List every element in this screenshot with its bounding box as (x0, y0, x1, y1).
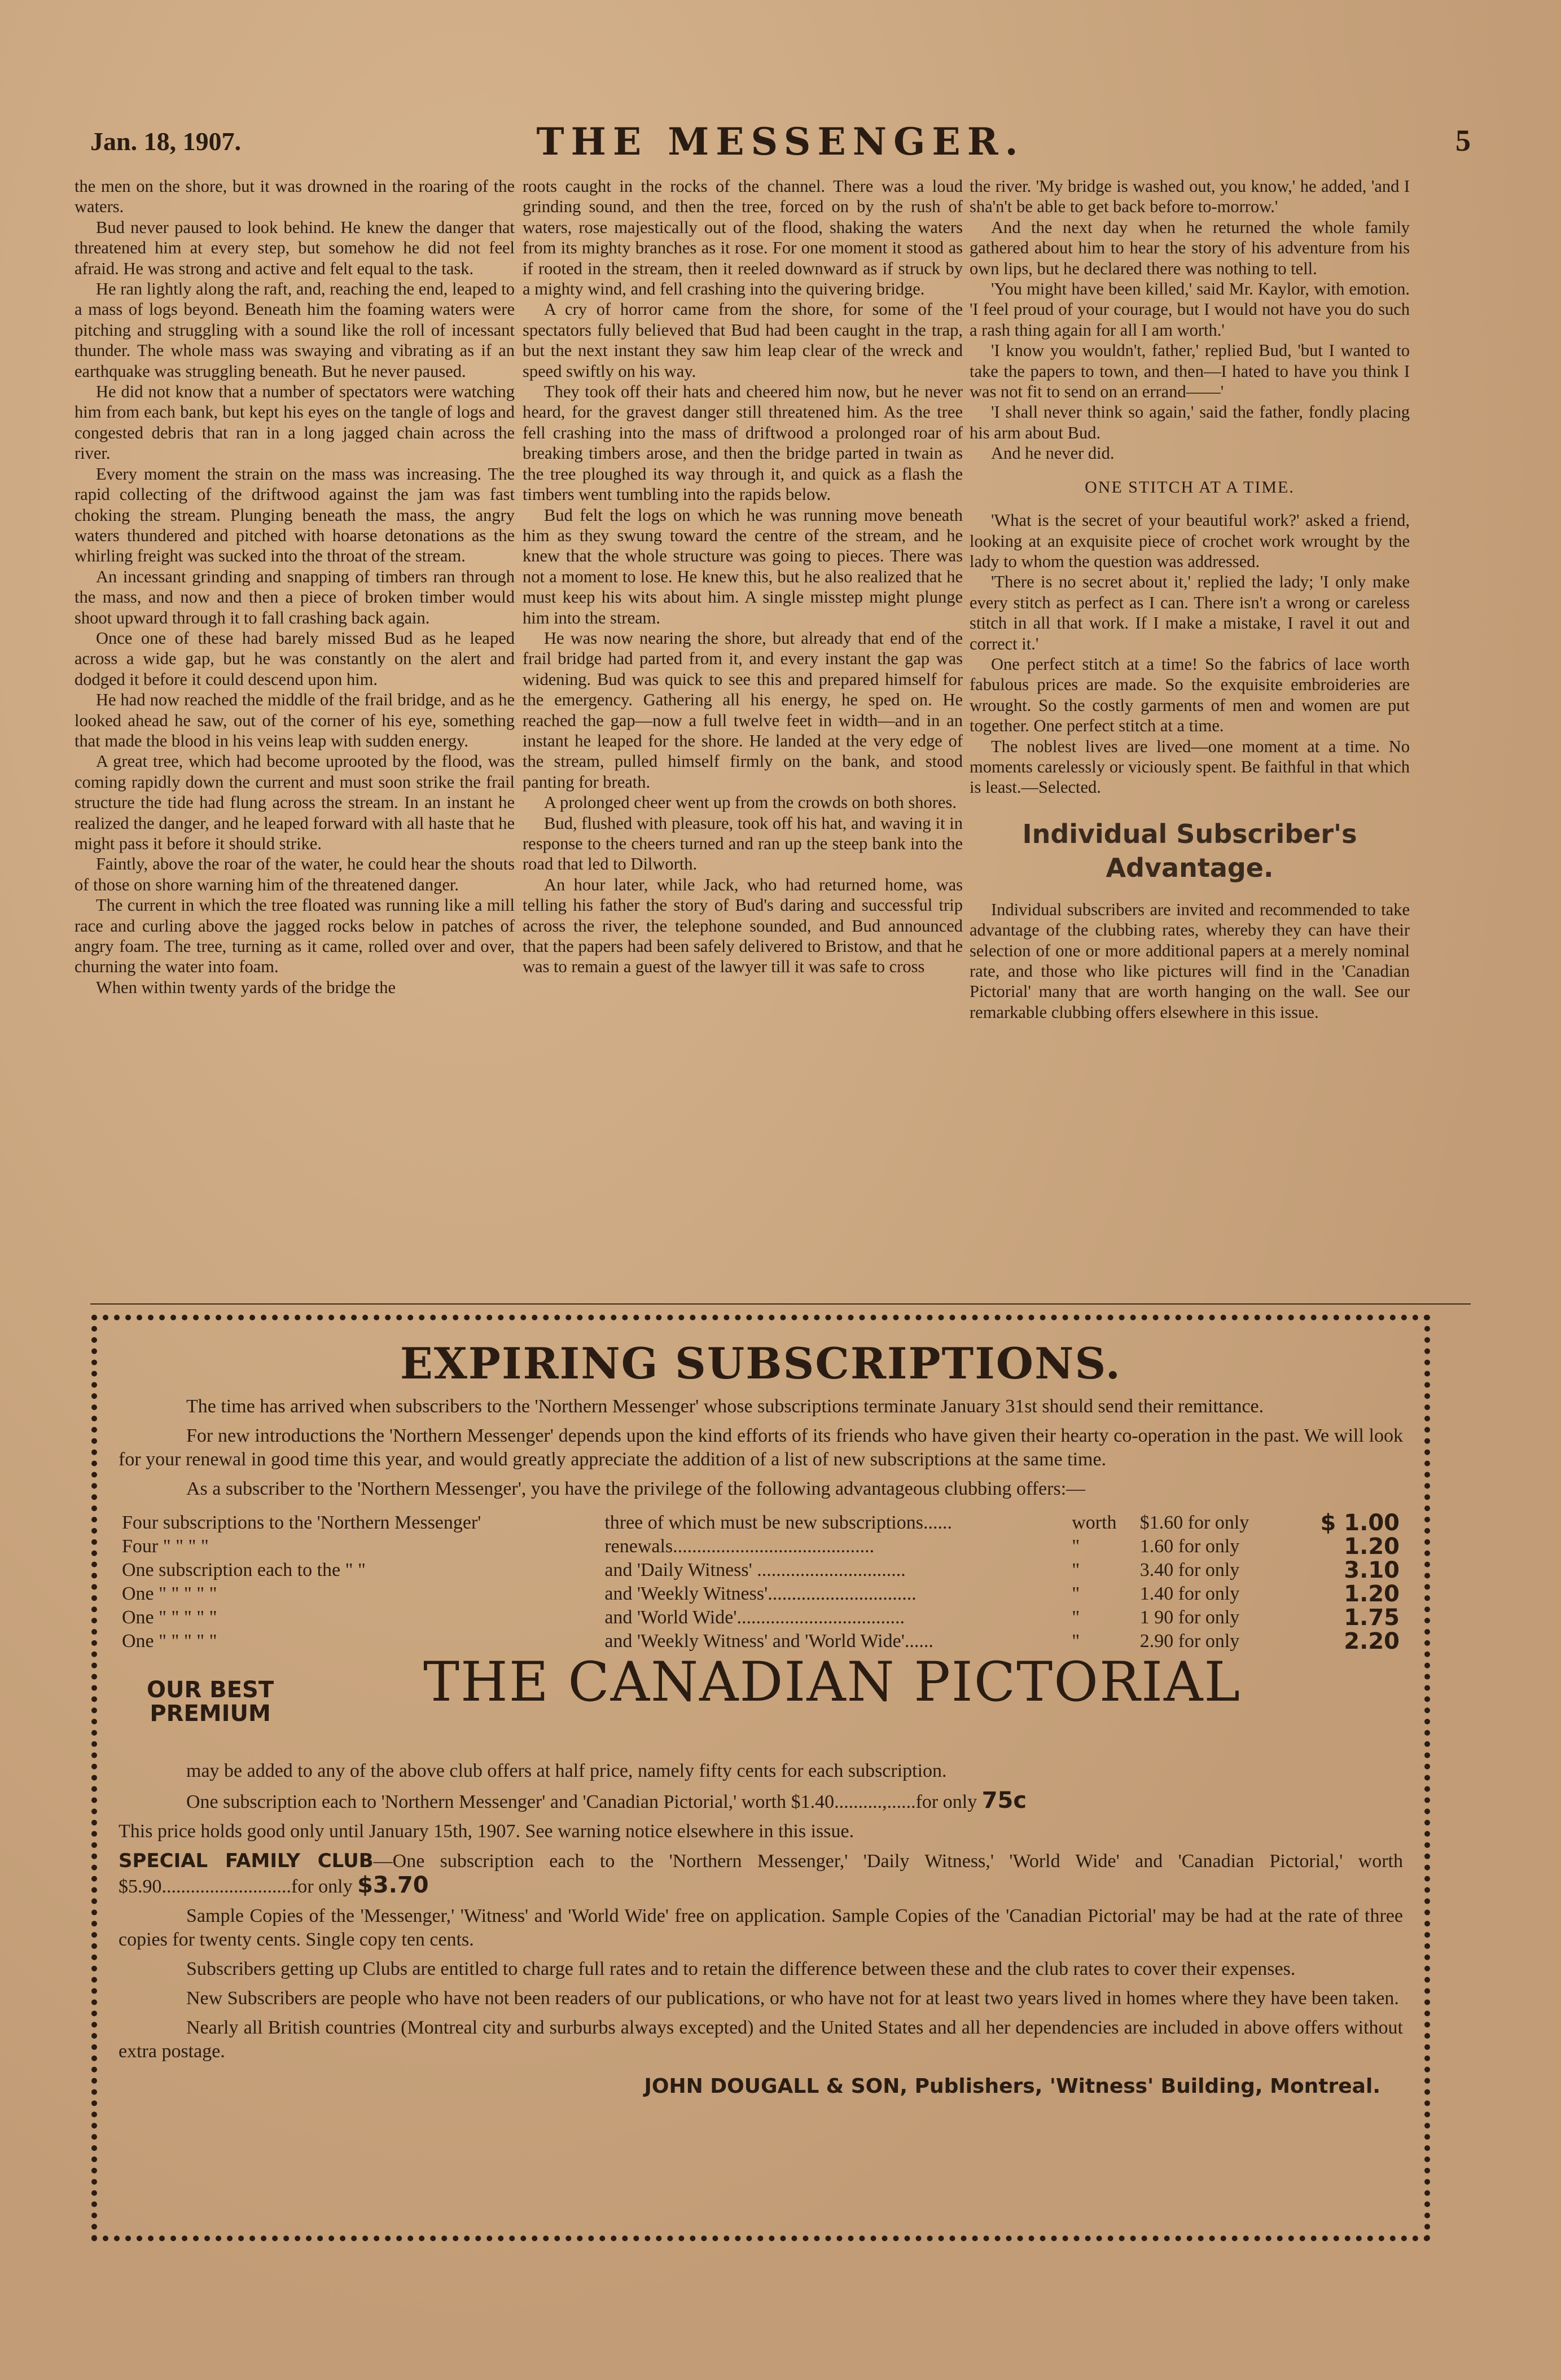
page-header (90, 120, 1471, 165)
offer-cell: Four subscriptions to the 'Northern Messenger' (122, 1512, 481, 1533)
paragraph: may be added to any of the above club offers at half price, namely fifty cents for each subscription. (186, 1760, 947, 1781)
offer-cell: " (1072, 1607, 1080, 1628)
paragraph: As a subscriber to the 'Northern Messenger', you have the privilege of the following advantageous clubbing offers:— (186, 1478, 1086, 1499)
offer-cell: 1.40 for only (1139, 1583, 1240, 1604)
offer-price: 3.10 (1344, 1557, 1400, 1583)
paragraph: An incessant grinding and snapping of timbers ran through the mass, and now and then a piece of broken timber would shoot upward through it to fall crashing back again. (74, 567, 515, 627)
offer-text: One subscription each to 'Northern Messenger' and 'Canadian Pictorial,' worth $1.40..........,......for only (186, 1791, 977, 1812)
offer-cell: One subscription each to the " " (122, 1560, 366, 1580)
paragraph: Sample Copies of the 'Messenger,' 'Witness' and 'World Wide' free on application. Sample Copies of the 'Canadian Pictorial' may be had at the rate of three copies for twenty cents. Single copy ten cents. (119, 1905, 1403, 1950)
column-1 (74, 176, 515, 998)
paragraph: For new introductions the 'Northern Messenger' depends upon the kind efforts of its friends who have given their hearty co-operation in the past. We will look for your renewal in good time this year, and would greatly appreciate the addition of a list of new subscriptions at the same time. (119, 1425, 1403, 1470)
paragraph: He did not know that a number of spectators were watching him from each bank, but kept his eyes on the tangle of logs and congested debris that ran in a long jagged chain across the river. (74, 382, 515, 463)
paragraph: They took off their hats and cheered him now, but he never heard, for the gravest danger still threatened him. As the tree fell crashing into the mass of driftwood a prolonged roar of breaking timbers arose, and then the bridge parted in twain as the tree ploughed its way through it, and quick as a flash the timbers went tumbling into the rapids below. (523, 382, 963, 504)
paragraph: He was now nearing the shore, but already that end of the frail bridge had parted from it, and every instant the gap was widening. Bud was quick to see this and prepared himself for the emergency. Gathering all his energy, he sped on. He reached the gap—now a full twelve feet in width—and in an instant he leaped for the shore. He landed at the very edge of the stream, pulled himself firmly on the bank, and stood panting for breath. (523, 628, 963, 792)
paragraph: 'I shall never think so again,' said the father, fondly placing his arm about Bud. (970, 402, 1410, 442)
offer-cell: Four " " " " (122, 1536, 209, 1557)
table-row (119, 1558, 1403, 1582)
advantage-heading: Individual Subscriber's Advantage. (1022, 818, 1357, 883)
best-label-line: OUR BEST (147, 1677, 274, 1703)
offer-cell: One " " " " " (122, 1583, 217, 1604)
best-label-line: PREMIUM (150, 1701, 271, 1727)
paragraph: 'What is the secret of your beautiful work?' asked a friend, looking at an exquisite piece of crochet work wrought by the lady to whom the question was addressed. (970, 511, 1410, 571)
special-family-club (119, 1849, 1403, 1899)
paragraph: Individual subscribers are invited and recommended to take advantage of the clubbing rates, whereby they can have their selection of one or more additional papers at a merely nominal rate, and those who like pictures will find in the 'Canadian Pictorial' many that are worth hanging on the wall. See our remarkable clubbing offers elsewhere in this issue. (970, 899, 1410, 1022)
offer-price: 1.20 (1344, 1581, 1400, 1607)
expiring-subscriptions-box (91, 1315, 1430, 2241)
paragraph: Faintly, above the roar of the water, he could hear the shouts of those on shore warning him of the threatened danger. (74, 854, 515, 894)
table-row (119, 1511, 1403, 1535)
offer-line (119, 1789, 1403, 1814)
table-row (119, 1582, 1403, 1606)
paragraph: When within twenty yards of the bridge the (96, 977, 396, 997)
offer-cell: " (1072, 1631, 1080, 1652)
page-number: 5 (1455, 124, 1471, 157)
paragraph: Bud, flushed with pleasure, took off his hat, and waving it in response to the cheers turned and ran up the steep bank into the road that led to Dilworth. (523, 813, 963, 874)
column-3 (970, 176, 1410, 1022)
offer-cell: and 'World Wide'................................... (604, 1607, 905, 1628)
offer-price: 75c (981, 1788, 1027, 1813)
offer-price: 2.20 (1344, 1628, 1400, 1654)
offer-price: 1.20 (1344, 1534, 1400, 1560)
paragraph: the river. 'My bridge is washed out, you know,' he added, 'and I sha'n't be able to get back before to-morrow.' (970, 177, 1410, 217)
paragraph: 'You might have been killed,' said Mr. Kaylor, with emotion. 'I feel proud of your courage, but I would not have you do such a rash thing again for all I am worth.' (970, 279, 1410, 340)
best-premium-label (147, 1678, 274, 1725)
table-row (119, 1630, 1403, 1653)
offer-price: $ 1.00 (1320, 1510, 1400, 1536)
issue-date: Jan. 18, 1907. (90, 127, 242, 156)
sfc-price: $3.70 (357, 1872, 429, 1898)
paragraph: The time has arrived when subscribers to the 'Northern Messenger' whose subscriptions terminate January 31st should send their remittance. (186, 1396, 1264, 1417)
table-row (119, 1606, 1403, 1630)
paragraph: 'There is no secret about it,' replied the lady; 'I only make every stitch as perfect as I can. There isn't a wrong or careless stitch in all that work. If I make a mistake, I ravel it out and correct it.' (970, 572, 1410, 653)
offer-price: 1.75 (1344, 1605, 1400, 1631)
paragraph: Bud never paused to look behind. He knew the danger that threatened him at every step, but somehow he did not feel afraid. He was strong and active and felt equal to the task. (74, 217, 515, 278)
paragraph: New Subscribers are people who have not been readers of our publications, or who have not for at least two years lived in homes where they have been taken. (186, 1988, 1399, 2009)
offer-cell: " (1072, 1536, 1080, 1557)
offer-cell: renewals.......................................... (604, 1536, 875, 1557)
offer-cell: One " " " " " (122, 1631, 217, 1652)
paragraph: Once one of these had barely missed Bud as he leaped across a wide gap, but he was constantly on the alert and dodged it before it could descend upon him. (74, 628, 515, 689)
offers-table (119, 1511, 1403, 1653)
paragraph: An hour later, while Jack, who had returned home, was telling his father the story of Bud's daring and successful trip across the river, the telephone sounded, and Bud announced that the papers had been safely delivered to Bristow, and that he was to remain a guest of the lawyer till it was safe to cross (523, 875, 963, 977)
paragraph: The noblest lives are lived—one moment at a time. No moments carelessly or viciously spent. Be faithful in that which is least.—Selected. (970, 736, 1410, 797)
offer-cell: 1 90 for only (1139, 1607, 1240, 1628)
offer-cell: 3.40 for only (1139, 1560, 1240, 1580)
expiring-title: EXPIRING SUBSCRIPTIONS. (400, 1338, 1122, 1389)
paragraph: He had now reached the middle of the frail bridge, and as he looked ahead he saw, out of the corner of his eye, something that made the blood in his veins leap with sudden energy. (74, 690, 515, 750)
publisher-signature: JOHN DOUGALL & SON, Publishers, 'Witness' Building, Montreal. (644, 2075, 1380, 2098)
offer-cell: 2.90 for only (1139, 1631, 1240, 1652)
paragraph: Bud felt the logs on which he was running move beneath him as they swung toward the centre of the stream, and he knew that the whole structure was going to pieces. There was not a moment to lose. He knew this, but he also realized that he must keep his wits about him. A single misstep might plunge him into the stream. (523, 505, 963, 627)
newspaper-title: THE MESSENGER. (536, 120, 1025, 164)
offer-cell: $1.60 for only (1139, 1512, 1249, 1533)
offer-cell: One " " " " " (122, 1607, 217, 1628)
paragraph: This price holds good only until January 15th, 1907. See warning notice elsewhere in this issue. (119, 1821, 854, 1842)
paragraph: A prolonged cheer went up from the crowds on both shores. (544, 793, 957, 813)
offer-cell: and 'Weekly Witness' and 'World Wide'...... (604, 1631, 933, 1652)
paragraph: Every moment the strain on the mass was increasing. The rapid collecting of the driftwood against the jam was fast choking the stream. Plunging beneath the mass, the angry waters thundered and pitched with hoarse detonations as the whirling freight was sucked into the throat of the stream. (74, 464, 515, 566)
paragraph: One perfect stitch at a time! So the fabrics of lace worth fabulous prices are made. So the exquisite embroideries are wrought. So the costly garments of men and women are put together. One perfect stitch at a time. (970, 654, 1410, 736)
paragraph: Nearly all British countries (Montreal city and surburbs always excepted) and the United States and all her dependencies are included in above offers without extra postage. (119, 2017, 1403, 2062)
column-2 (523, 176, 963, 977)
paragraph: A cry of horror came from the shore, for some of the spectators fully believed that Bud had been caught in the trap, but the next instant they saw him leap clear of the wreck and speed swiftly on his way. (523, 300, 963, 381)
divider (90, 1303, 1471, 1305)
sfc-label: SPECIAL FAMILY CLUB (119, 1850, 374, 1872)
paragraph: Subscribers getting up Clubs are entitled to charge full rates and to retain the difference between these and the club rates to cover their expenses. (186, 1959, 1296, 1979)
premium-banner (119, 1650, 1403, 1749)
offer-cell: and 'Daily Witness' ............................... (604, 1560, 906, 1580)
paragraph: And the next day when he returned the whole family gathered about him to hear the story of his adventure from his own lips, but he declared there was nothing to tell. (970, 217, 1410, 278)
paragraph: He ran lightly along the raft, and, reaching the end, leaped to a mass of logs beyond. Beneath him the foaming waters were pitching and struggling with a sound like the roll of incessant thunder. The whole mass was swaying and vibrating as if an earthquake was struggling beneath. But he never paused. (74, 279, 515, 381)
offer-cell: three of which must be new subscriptions...... (604, 1512, 952, 1533)
paragraph: the men on the shore, but it was drowned in the roaring of the waters. (74, 177, 515, 217)
paragraph: roots caught in the rocks of the channel. There was a loud grinding sound, and then the tree, forced on by the rush of waters, rose majestically out of the flood, shaking the waters from its mighty branches as it rose. For one moment it stood as if rooted in the stream, then it reeled downward as if struck by a mighty wind, and fell crashing into the quivering bridge. (523, 177, 963, 299)
pictorial-title: THE CANADIAN PICTORIAL (423, 1650, 1242, 1714)
offer-cell: worth (1072, 1512, 1117, 1533)
offer-cell: 1.60 for only (1139, 1536, 1240, 1557)
offer-cell: and 'Weekly Witness'............................... (604, 1583, 917, 1604)
paragraph: And he never did. (991, 443, 1115, 463)
offer-cell: " (1072, 1560, 1080, 1580)
paragraph: 'I know you wouldn't, father,' replied Bud, 'but I wanted to take the papers to town, and then—I hated to have you think I was not fit to send on an errand——' (970, 341, 1410, 402)
table-row (119, 1535, 1403, 1558)
stitch-heading: ONE STITCH AT A TIME. (1085, 477, 1295, 497)
paragraph: The current in which the tree floated was running like a mill race and curling above the jagged rocks below in patches of angry foam. The tree, turning as it came, rolled over and over, churning the water into foam. (74, 895, 515, 977)
offer-cell: " (1072, 1583, 1080, 1604)
paragraph: A great tree, which had become uprooted by the flood, was coming rapidly down the current and must soon strike the frail structure the tide had flung across the stream. In an instant he realized the danger, and he leaped forward with all haste that he might pass it before it should strike. (74, 752, 515, 853)
sfc-text: —One subscription each to the 'Northern Messenger,' 'Daily Witness,' 'World Wide' and 'Canadian Pictorial,' worth $5.90...........................for only (119, 1851, 1403, 1897)
